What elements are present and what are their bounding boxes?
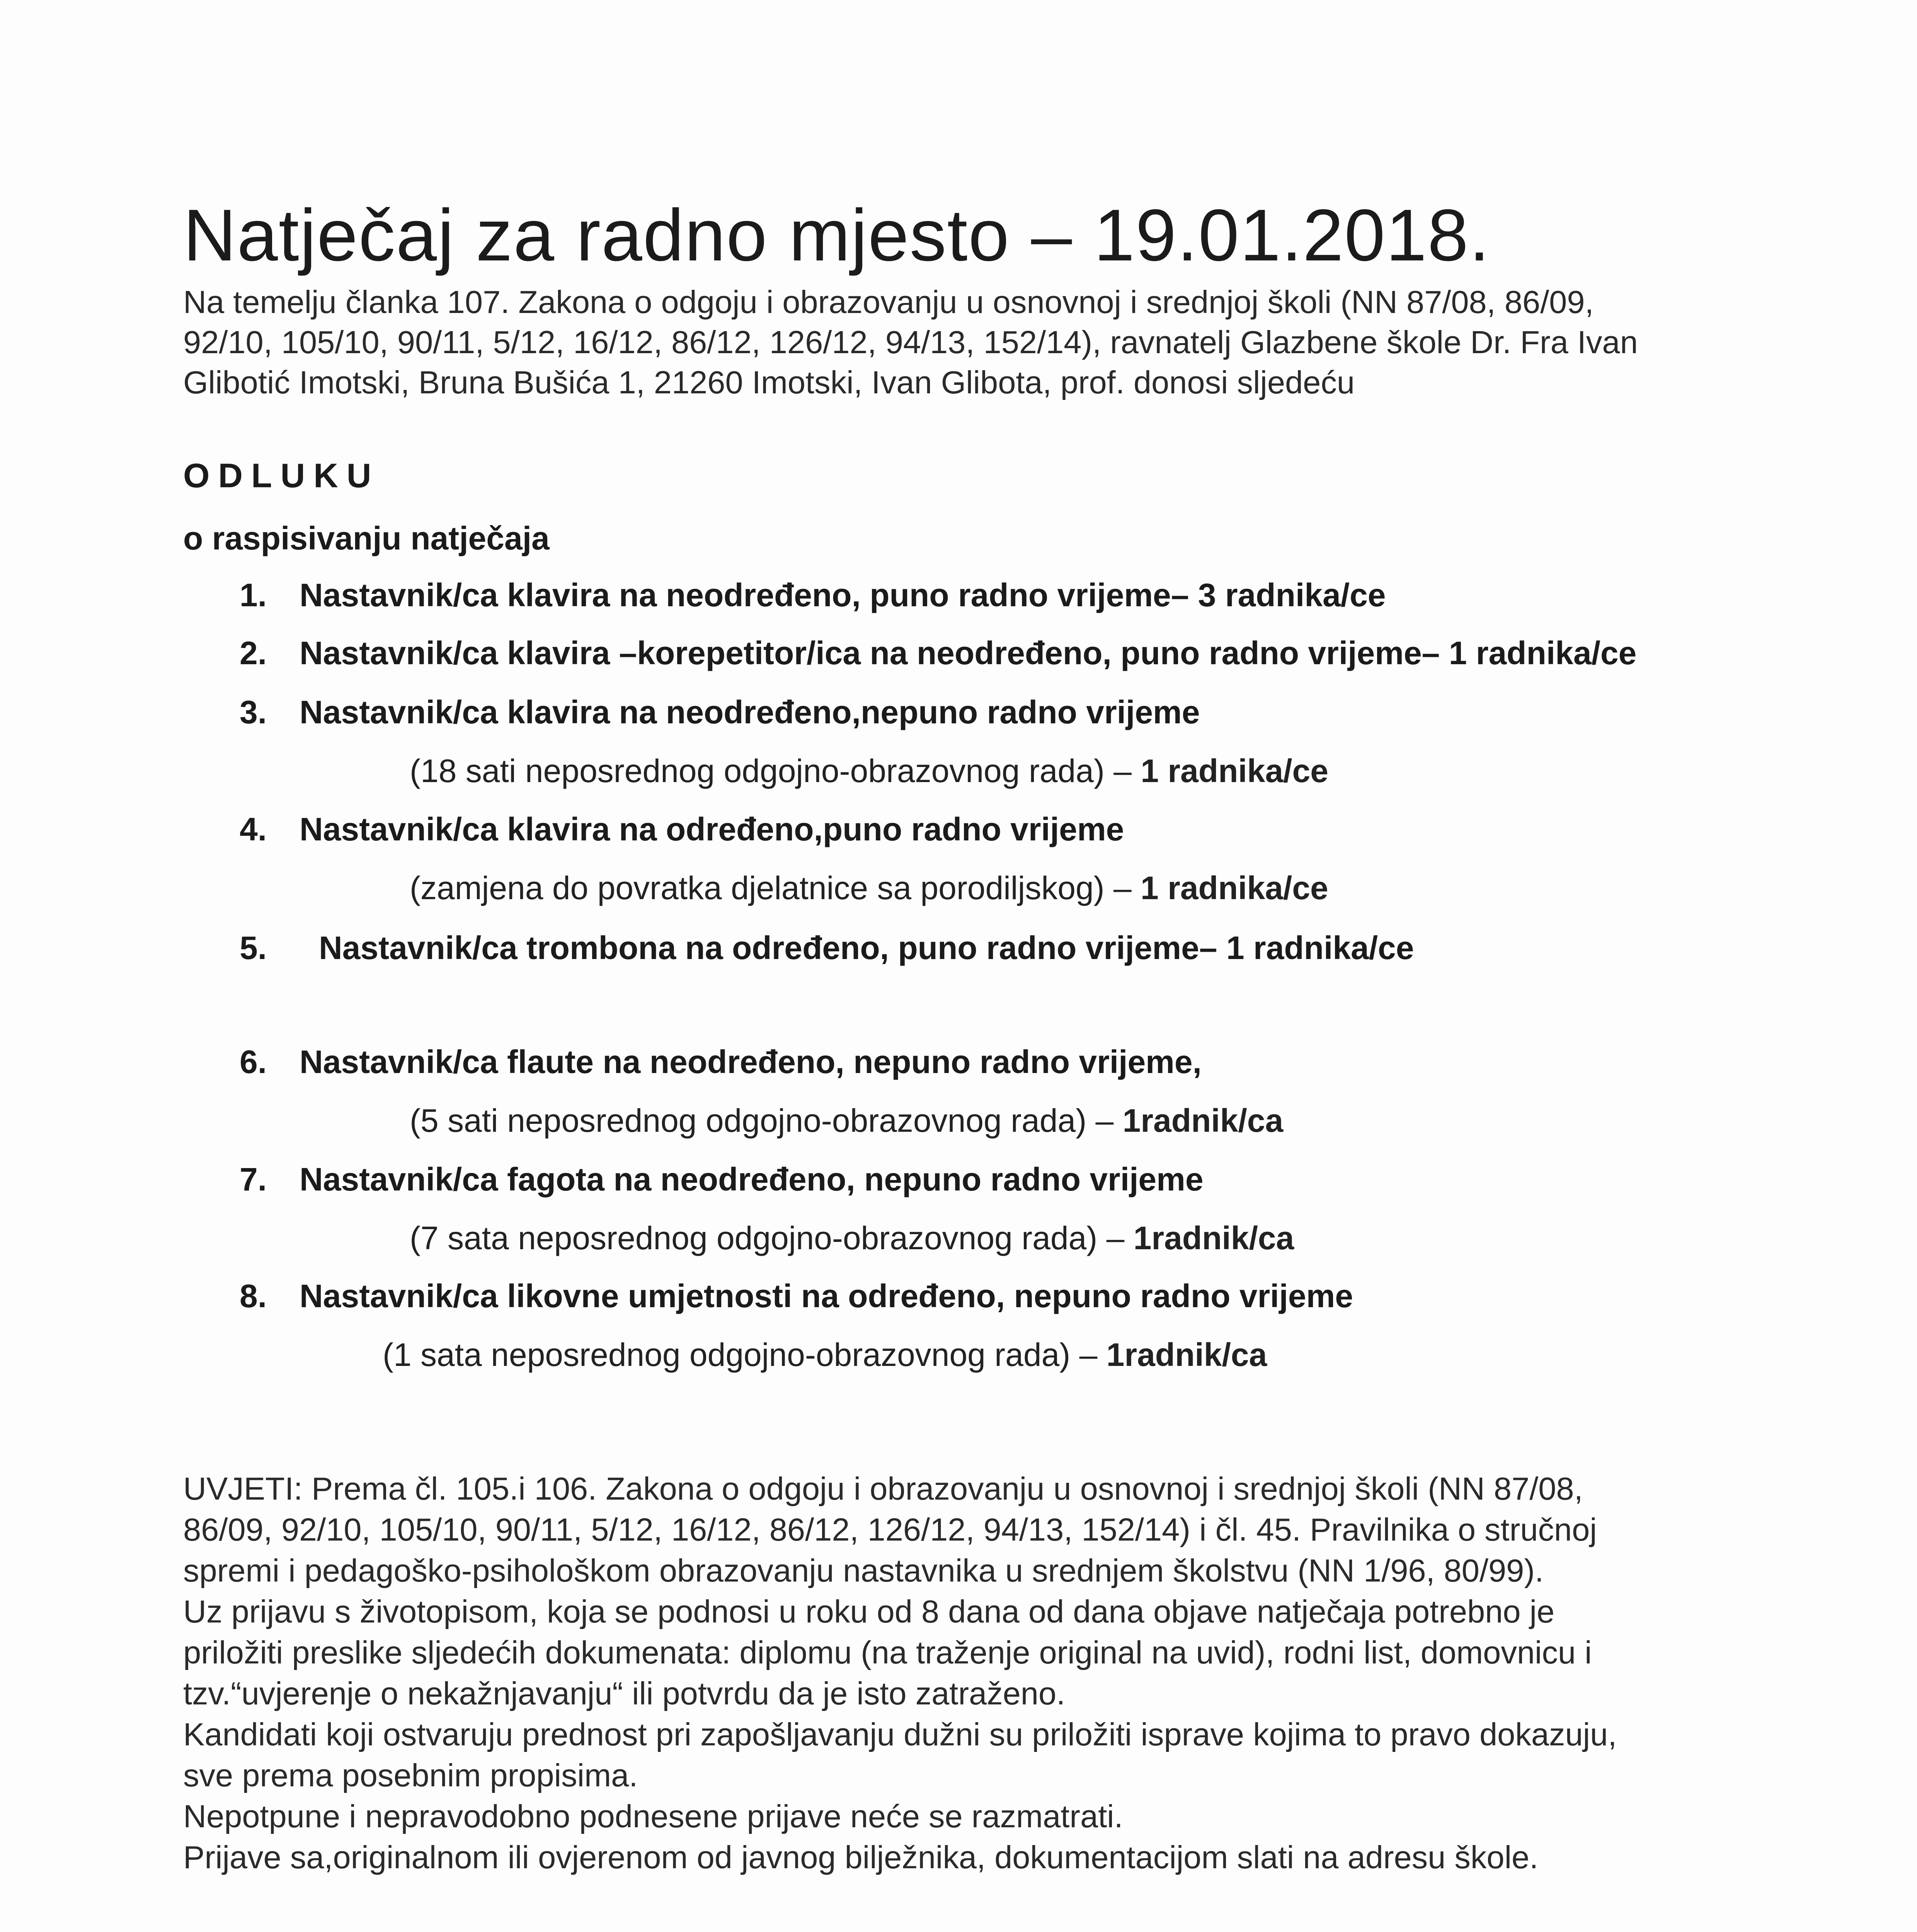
position-text: Nastavnik/ca flaute na neodređeno, nepuno radno vrijeme, [300, 1044, 1202, 1080]
position-number: 3. [240, 694, 267, 730]
intro-line: Glibotić Imotski, Bruna Bušića 1, 21260 Imotski, Ivan Glibota, prof. donosi sljedeću [183, 364, 1355, 400]
decision-subheading: o raspisivanju natječaja [183, 520, 550, 556]
position-number: 7. [240, 1161, 267, 1197]
position-text: Nastavnik/ca fagota na neodređeno, nepuno radno vrijeme [300, 1161, 1204, 1197]
position-text: Nastavnik/ca klavira –korepetitor/ica na neodređeno, puno radno vrijeme– 1 radnika/ce [300, 635, 1637, 671]
conditions-line: Kandidati koji ostvaruju prednost pri zapošljavanju dužni su priložiti isprave kojima to pravo dokazuju, [183, 1716, 1617, 1752]
position-item [240, 929, 1414, 967]
position-text: Nastavnik/ca trombona na određeno, puno radno vrijeme– 1 radnika/ce [319, 930, 1414, 966]
conditions-line: tzv.“uvjerenje o nekažnjavanju“ ili potvrdu da je isto zatraženo. [183, 1675, 1066, 1711]
position-number: 6. [240, 1044, 267, 1080]
position-item [240, 1161, 1204, 1198]
position-item [240, 634, 1636, 672]
document-title: Natječaj za radno mjesto – 19.01.2018. [183, 194, 1490, 276]
intro-line: 92/10, 105/10, 90/11, 5/12, 16/12, 86/12, 126/12, 94/13, 152/14), ravnatelj Glazbene škole Dr. Fra Ivan [183, 324, 1638, 360]
position-detail: (1 sata neposrednog odgojno-obrazovnog rada) – 1radnik/ca [383, 1337, 1267, 1373]
position-detail: (5 sati neposrednog odgojno-obrazovnog rada) – 1radnik/ca [410, 1102, 1284, 1139]
intro-paragraph [183, 282, 1741, 403]
position-item [240, 1277, 1353, 1315]
position-number: 4. [240, 811, 267, 847]
position-detail: (7 sata neposrednog odgojno-obrazovnog rada) – 1radnik/ca [410, 1220, 1294, 1256]
position-text: Nastavnik/ca klavira na neodređeno,nepuno radno vrijeme [300, 694, 1200, 730]
intro-line: Na temelju članka 107. Zakona o odgoju i obrazovanju u osnovnoj i srednjoj školi (NN 87/08, 86/09, [183, 284, 1594, 320]
position-text: Nastavnik/ca klavira na neodređeno, puno radno vrijeme– 3 radnika/ce [300, 577, 1386, 613]
position-item [240, 1043, 1202, 1081]
conditions-line: 86/09, 92/10, 105/10, 90/11, 5/12, 16/12, 86/12, 126/12, 94/13, 152/14) i čl. 45. Pravilnika o stručnoj [183, 1512, 1597, 1548]
decision-heading: ODLUKU [183, 456, 380, 495]
position-detail: (zamjena do povratka djelatnice sa porodiljskog) – 1 radnika/ce [410, 870, 1328, 906]
position-number: 1. [240, 577, 267, 613]
conditions-line: sve prema posebnim propisima. [183, 1757, 638, 1793]
conditions-line: Nepotpune i nepravodobno podnesene prijave neće se razmatrati. [183, 1798, 1123, 1834]
position-number: 8. [240, 1278, 267, 1314]
conditions-line: UVJETI: Prema čl. 105.i 106. Zakona o odgoju i obrazovanju u osnovnoj i srednjoj školi (NN 87/08, [183, 1471, 1583, 1507]
position-item [240, 694, 1200, 731]
conditions-paragraph [183, 1468, 1768, 1878]
conditions-line: Uz prijavu s životopisom, koja se podnosi u roku od 8 dana od dana objave natječaja potrebno je [183, 1594, 1555, 1629]
conditions-line: Prijave sa,originalnom ili ovjerenom od javnog bilježnika, dokumentacijom slati na adresu škole. [183, 1839, 1539, 1875]
conditions-line: priložiti preslike sljedećih dokumenata: diplomu (na traženje original na uvid), rodni list, domovnicu i [183, 1634, 1592, 1670]
position-text: Nastavnik/ca klavira na određeno,puno radno vrijeme [300, 811, 1124, 847]
position-item [240, 577, 1386, 614]
position-detail: (18 sati neposrednog odgojno-obrazovnog rada) – 1 radnika/ce [410, 753, 1328, 789]
position-text: Nastavnik/ca likovne umjetnosti na određeno, nepuno radno vrijeme [300, 1278, 1353, 1314]
position-number: 5. [240, 930, 267, 966]
position-number: 2. [240, 635, 267, 671]
conditions-line: spremi i pedagoško-psihološkom obrazovanju nastavnika u srednjem školstvu (NN 1/96, 80/99). [183, 1553, 1544, 1588]
position-item [240, 811, 1124, 848]
